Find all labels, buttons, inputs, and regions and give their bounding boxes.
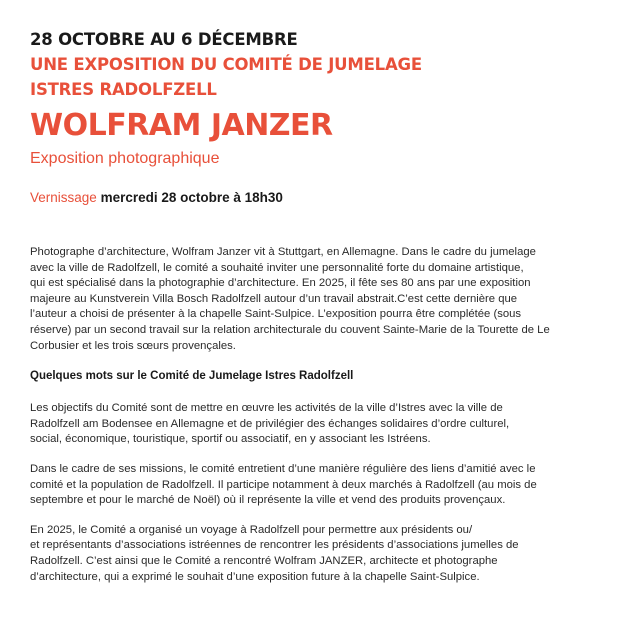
artist-name: WOLFRAM JANZER xyxy=(30,108,333,143)
vernissage-date: mercredi 28 octobre à 18h30 xyxy=(100,190,283,205)
paragraph-line: Radolfzell. C’est ainsi que le Comité a rencontré Wolfram JANZER, architecte et photographe xyxy=(30,554,498,567)
section-paragraph-trip xyxy=(30,523,610,585)
paragraph-line: Radolfzell am Bodensee en Allemagne et de privilégier des échanges solidaires d’ordre culturel, xyxy=(30,417,510,430)
intro-line: Photographe d’architecture, Wolfram Janzer vit à Stuttgart, en Allemagne. Dans le cadre du jumelage xyxy=(30,246,536,258)
intro-paragraph xyxy=(30,245,610,354)
intro-line: qui est spécialisé dans la photographie d’architecture. En 2025, il fête ses 80 ans par une exposition xyxy=(30,277,531,290)
exhibition-title-line-2: ISTRES RADOLFZELL xyxy=(30,80,217,99)
paragraph-line: En 2025, le Comité a organisé un voyage à Radolfzell pour permettre aux présidents ou/ xyxy=(30,523,473,536)
paragraph-line: comité et la population de Radolfzell. Il participe notamment à deux marchés à Radolfzell (au mois de xyxy=(30,478,537,491)
exhibition-subtitle: Exposition photographique xyxy=(30,150,220,167)
section-paragraph-missions xyxy=(30,462,610,509)
paragraph-line: Dans le cadre de ses missions, le comité entretient d’une manière régulière des liens d’amitié avec le xyxy=(30,462,536,475)
intro-line: l’auteur a choisi de présenter à la chapelle Saint-Sulpice. L’exposition pourra être complétée (sous xyxy=(30,308,522,321)
section-heading: Quelques mots sur le Comité de Jumelage Istres Radolfzell xyxy=(30,370,354,383)
paragraph-line: d’architecture, qui a exprimé le souhait d’une exposition future à la chapelle Saint-Sulpice. xyxy=(30,570,480,583)
vernissage-label: Vernissage xyxy=(30,190,97,205)
intro-line: majeure au Kunstverein Villa Bosch Radolfzell autour d’un travail abstrait.C’est cette dernière que xyxy=(30,292,518,305)
document-page xyxy=(30,28,610,585)
paragraph-line: et représentants d’associations istréennes de rencontrer les présidents d’associations jumelles de xyxy=(30,539,519,552)
intro-line: réserve) par un second travail sur la relation architecturale du couvent Sainte-Marie de la Tourette de Le xyxy=(30,323,550,336)
date-range: 28 OCTOBRE AU 6 DÉCEMBRE xyxy=(30,30,298,49)
paragraph-line: septembre et pour le marché de Noël) où il représente la ville et vend des produits provençaux. xyxy=(30,494,506,507)
paragraph-line: Les objectifs du Comité sont de mettre en œuvre les activités de la ville d’Istres avec la ville de xyxy=(30,402,503,415)
vernissage-line xyxy=(30,188,610,208)
paragraph-line: social, économique, touristique, sportif ou associatif, en y associant les Istréens. xyxy=(30,433,431,446)
exhibition-title-line-1: UNE EXPOSITION DU COMITÉ DE JUMELAGE xyxy=(30,55,422,74)
intro-line: avec la ville de Radolfzell, le comité a souhaité inviter une personnalité forte du domaine artistique, xyxy=(30,261,524,274)
section-paragraph-objectives xyxy=(30,401,610,448)
intro-line: Corbusier et les trois sœurs provençales. xyxy=(30,339,236,352)
